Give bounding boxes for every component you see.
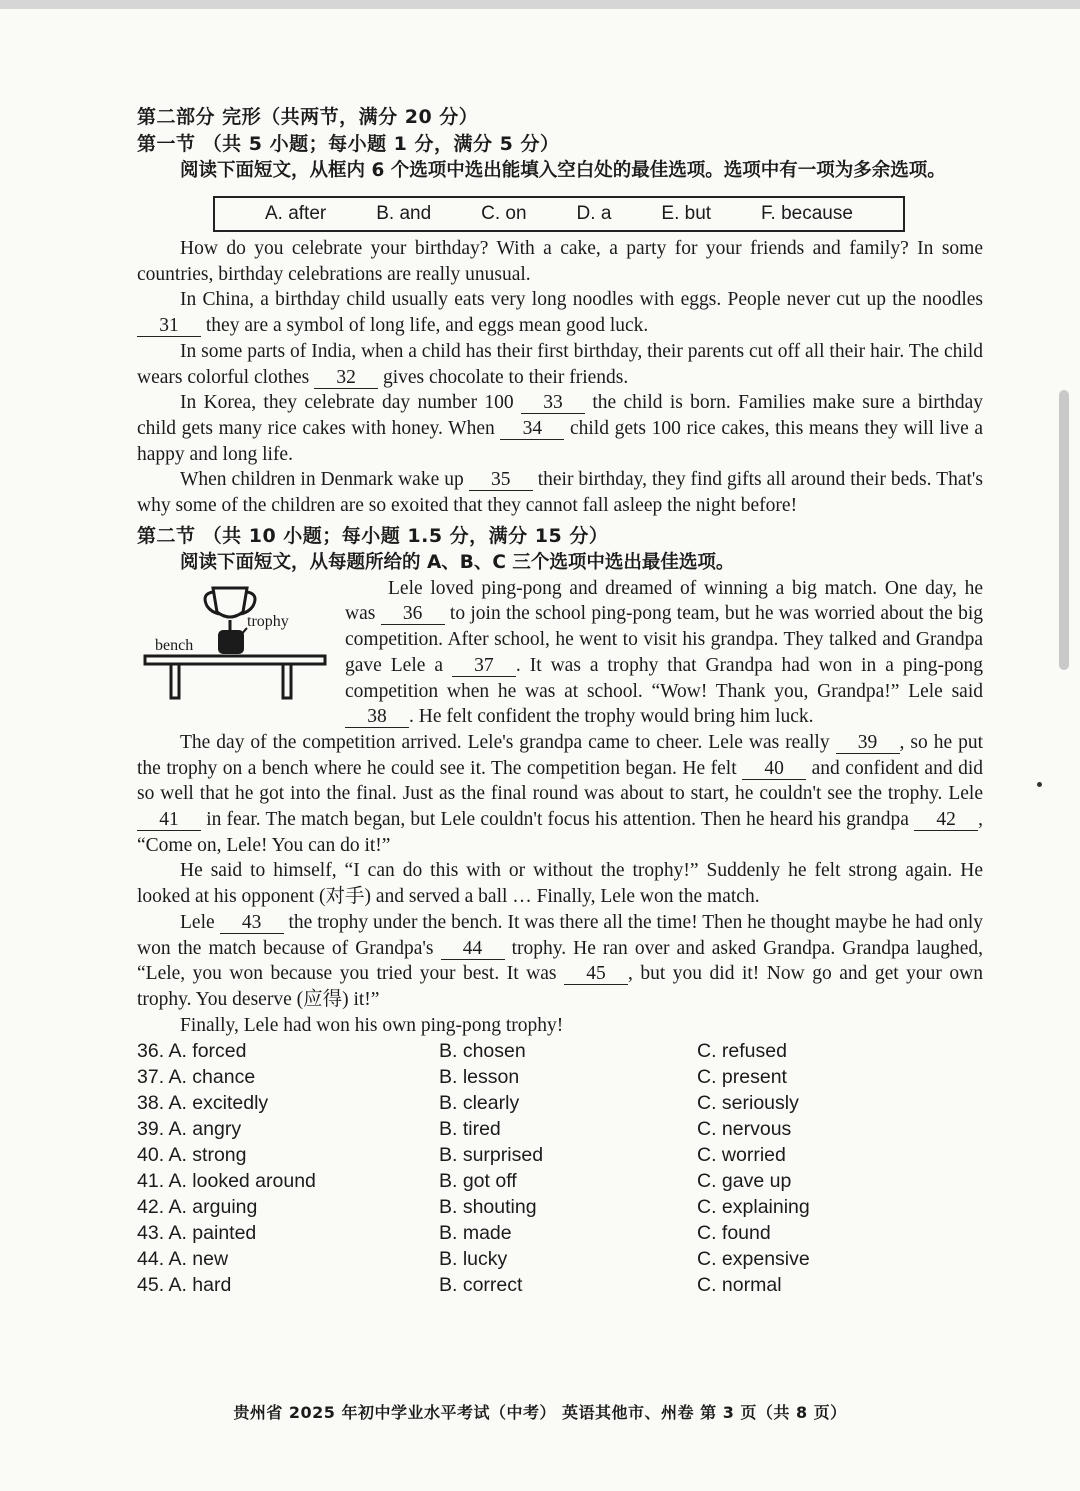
- blank-32: 32: [314, 368, 378, 389]
- choice-option-b[interactable]: B. made: [439, 1222, 512, 1245]
- passage2-paragraph: Finally, Lele had won his own ping-pong trophy!: [180, 1014, 564, 1036]
- exam-page: [137, 104, 983, 1298]
- part2-heading: 第二部分 完形（共两节，满分 20 分）: [137, 106, 479, 128]
- choice-option-b[interactable]: B. lesson: [439, 1066, 520, 1089]
- option-d: D. a: [576, 203, 612, 225]
- option-a: A. after: [264, 203, 327, 225]
- choice-option-a[interactable]: 43. A. painted: [137, 1222, 257, 1245]
- blank-37: 37: [452, 656, 516, 677]
- passage2-paragraph: He said to himself, “I can do this with or without the trophy!” Suddenly he felt strong again. He looked at his opponent (对手) and served a ball … Finally, Lele won the match.: [137, 860, 983, 908]
- choice-option-b[interactable]: B. got off: [439, 1170, 517, 1193]
- section1-instruction: 阅读下面短文，从框内 6 个选项中选出能填入空白处的最佳选项。选项中有一项为多余选项。: [180, 160, 946, 181]
- choice-row: [137, 1142, 983, 1168]
- option-c: C. on: [481, 203, 527, 225]
- passage1-paragraph: When children in Denmark wake up 35 their birthday, they find gifts all around their beds. That's why some of the children are so exoited that they cannot fall asleep the night before!: [137, 469, 983, 517]
- choice-option-a[interactable]: 41. A. looked around: [137, 1170, 316, 1193]
- option-b: B. and: [376, 203, 432, 225]
- choice-option-a[interactable]: 45. A. hard: [137, 1274, 232, 1297]
- trophy-bench-illustration: [135, 576, 335, 726]
- scrollbar-thumb[interactable]: [1059, 390, 1069, 670]
- choice-option-b[interactable]: B. shouting: [439, 1196, 537, 1219]
- top-bar: [0, 0, 1080, 9]
- choice-option-c[interactable]: C. expensive: [697, 1248, 810, 1271]
- choice-option-c[interactable]: C. normal: [697, 1274, 782, 1297]
- passage2-paragraph: The day of the competition arrived. Lele's grandpa came to cheer. Lele was really 39 , so he put the trophy on a bench where he could see it. The competition began. He felt 40 and confident and did so well that he got into the final. Just as the final round was about to start, he couldn't see the trophy. Lele 41 in fear. The match began, but Lele couldn't focus his attention. Then he heard his grandpa 42 , “Come on, Lele! You can do it!”: [137, 731, 984, 856]
- choice-option-a[interactable]: 38. A. excitedly: [137, 1092, 269, 1115]
- options-box: [213, 196, 905, 232]
- passage1-paragraph: In China, a birthday child usually eats very long noodles with eggs. People never cut up the noodles 31 they are a symbol of long life, and eggs mean good luck.: [137, 287, 983, 338]
- section2-heading: 第二节 （共 10 小题；每小题 1.5 分，满分 15 分）: [137, 524, 609, 547]
- bench-icon: [145, 656, 325, 698]
- blank-43: 43: [220, 913, 284, 934]
- choice-row: [137, 1194, 983, 1220]
- blank-45: 45: [564, 964, 628, 985]
- choice-option-b[interactable]: B. tired: [439, 1118, 501, 1141]
- blank-35: 35: [469, 470, 533, 491]
- passage2-paragraph: Lele loved ping-pong and dreamed of winning a big match. One day, he was 36 to join the school ping-pong team, but he was worried about the big competition. After school, he went to visit his grandpa. They talked and Grandpa gave Lele a 37 . It was a trophy that Grandpa had won in a ping-pong competition when he was at school. “Wow! Thank you, Grandpa!” Lele said 38 . He felt confident the trophy would bring him luck.: [345, 577, 983, 728]
- blank-38: 38: [345, 707, 409, 728]
- blank-34: 34: [500, 419, 564, 440]
- choice-option-a[interactable]: 42. A. arguing: [137, 1196, 258, 1219]
- passage1-paragraph: In some parts of India, when a child has their first birthday, their parents cut off all their hair. The child wears colorful clothes 32 gives chocolate to their friends.: [137, 340, 983, 388]
- blank-33: 33: [521, 393, 585, 414]
- blank-39: 39: [836, 733, 900, 754]
- blank-42: 42: [914, 810, 978, 831]
- page-footer: 贵州省 2025 年初中学业水平考试（中考） 英语其他市、州卷 第 3 页（共 8 页）: [233, 1403, 847, 1422]
- choice-option-c[interactable]: C. seriously: [697, 1092, 799, 1115]
- passage1-paragraph: In Korea, they celebrate day number 100 33 the child is born. Families make sure a birthday child gets many rice cakes with honey. When 34 child gets 100 rice cakes, this means they will live a happy and long life.: [137, 392, 984, 465]
- choice-option-a[interactable]: 40. A. strong: [137, 1144, 247, 1167]
- blank-36: 36: [381, 604, 445, 625]
- blank-44: 44: [441, 939, 505, 960]
- choice-row: [137, 1038, 983, 1064]
- choice-option-a[interactable]: 39. A. angry: [137, 1118, 242, 1141]
- choice-option-c[interactable]: C. gave up: [697, 1170, 792, 1193]
- choice-option-b[interactable]: B. chosen: [439, 1040, 526, 1063]
- trophy-base: [218, 630, 244, 654]
- answer-choices: [137, 1038, 983, 1298]
- passage2-paragraph: Lele 43 the trophy under the bench. It was there all the time! Then he thought maybe he had only won the match because of Grandpa's 44 trophy. He ran over and asked Grandpa. Grandpa laughed, “Lele, you won because you tried your best. It was 45 , but you did it! Now go and get your own trophy. You deserve (应得) it!”: [137, 911, 984, 1010]
- choice-option-b[interactable]: B. clearly: [439, 1092, 520, 1115]
- choice-row: [137, 1090, 983, 1116]
- stray-mark: [1037, 782, 1042, 787]
- blank-41: 41: [137, 810, 201, 831]
- choice-row: [137, 1064, 983, 1090]
- choice-row: [137, 1246, 983, 1272]
- trophy-label: trophy: [247, 612, 289, 630]
- bench-label: bench: [155, 636, 194, 654]
- choice-option-c[interactable]: C. present: [697, 1066, 787, 1089]
- choice-option-c[interactable]: C. nervous: [697, 1118, 792, 1141]
- passage-2: [137, 576, 983, 1039]
- choice-option-c[interactable]: C. refused: [697, 1040, 787, 1063]
- section1-heading: 第一节 （共 5 小题；每小题 1 分，满分 5 分）: [137, 133, 560, 155]
- choice-option-a[interactable]: 37. A. chance: [137, 1066, 256, 1089]
- choice-option-a[interactable]: 36. A. forced: [137, 1040, 247, 1063]
- choice-option-b[interactable]: B. surprised: [439, 1144, 544, 1167]
- choice-row: [137, 1272, 983, 1298]
- blank-31: 31: [137, 316, 201, 337]
- choice-option-c[interactable]: C. found: [697, 1222, 771, 1245]
- choice-option-c[interactable]: C. worried: [697, 1144, 786, 1167]
- choice-option-b[interactable]: B. correct: [439, 1274, 523, 1297]
- choice-row: [137, 1168, 983, 1194]
- choice-option-c[interactable]: C. explaining: [697, 1196, 810, 1219]
- choice-option-a[interactable]: 44. A. new: [137, 1248, 229, 1271]
- choice-row: [137, 1220, 983, 1246]
- choice-option-b[interactable]: B. lucky: [439, 1248, 508, 1271]
- option-e: E. but: [661, 203, 712, 225]
- passage-1: [137, 236, 983, 519]
- passage1-paragraph: How do you celebrate your birthday? With a cake, a party for your friends and family? In some countries, birthday celebrations are really unusual.: [137, 238, 983, 285]
- section2-instruction: 阅读下面短文，从每题所给的 A、B、C 三个选项中选出最佳选项。: [180, 551, 735, 573]
- choice-row: [137, 1116, 983, 1142]
- blank-40: 40: [742, 759, 806, 780]
- option-f: F. because: [761, 203, 853, 225]
